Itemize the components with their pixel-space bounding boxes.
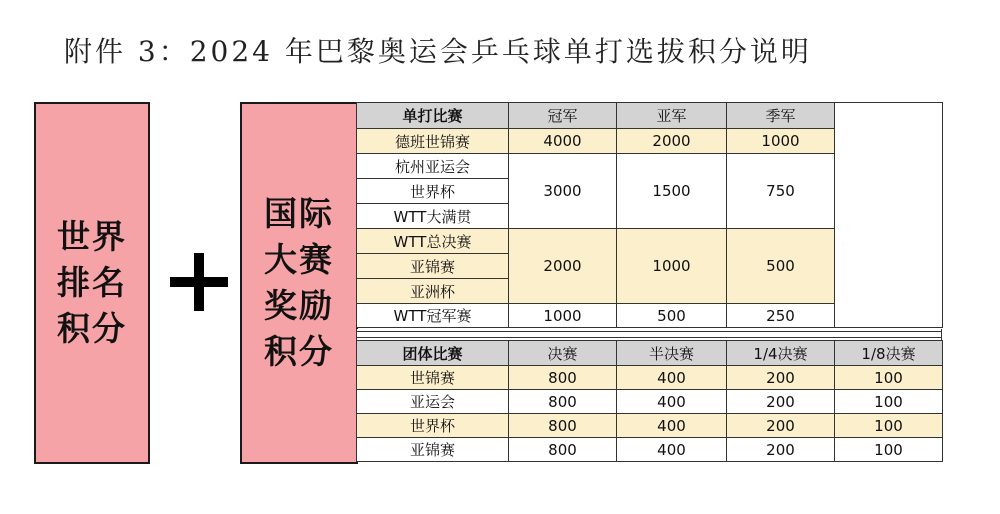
- points-cell: 1000: [509, 304, 617, 328]
- points-cell: 400: [617, 438, 727, 462]
- points-cell: 800: [509, 414, 617, 438]
- points-cell: 100: [835, 366, 943, 390]
- points-cell: 400: [617, 414, 727, 438]
- points-cell: 1000: [727, 129, 835, 154]
- event-name: 杭州亚运会: [357, 154, 509, 179]
- table-row: [357, 390, 943, 414]
- event-name: 亚锦赛: [357, 438, 509, 462]
- points-cell: 200: [727, 438, 835, 462]
- points-cell: 750: [727, 154, 835, 229]
- table-row: [357, 438, 943, 462]
- points-cell: 400: [617, 366, 727, 390]
- major-event-bonus-points-label: 国际大赛奖励积分: [264, 194, 334, 371]
- points-cell: 3000: [509, 154, 617, 229]
- team-header-event: 团体比赛: [357, 341, 509, 366]
- points-cell: 1000: [617, 229, 727, 304]
- points-cell: 4000: [509, 129, 617, 154]
- singles-header-event: 单打比赛: [357, 103, 509, 129]
- points-cell: 500: [727, 229, 835, 304]
- team-header-round-of-16: 1/8决赛: [835, 341, 943, 366]
- event-name: 亚运会: [357, 390, 509, 414]
- event-name: WTT冠军赛: [357, 304, 509, 328]
- points-cell: 2000: [509, 229, 617, 304]
- team-header-quarterfinal: 1/4决赛: [727, 341, 835, 366]
- singles-header-champion: 冠军: [509, 103, 617, 129]
- table-row: [357, 414, 943, 438]
- points-cell: 400: [617, 390, 727, 414]
- points-cell: 1500: [617, 154, 727, 229]
- points-cell: 100: [835, 414, 943, 438]
- event-name: 世界杯: [357, 414, 509, 438]
- table-separator: [356, 329, 942, 340]
- table-row: [357, 366, 943, 390]
- singles-points-table: [356, 102, 943, 328]
- points-cell: 800: [509, 390, 617, 414]
- document-title: 附件 3：2024 年巴黎奥运会乒乓球单打选拔积分说明: [64, 35, 812, 68]
- team-header-row: [357, 341, 943, 366]
- event-name: 世锦赛: [357, 366, 509, 390]
- singles-header-third: 季军: [727, 103, 835, 129]
- team-points-table: [356, 340, 943, 462]
- event-name: 世界杯: [357, 179, 509, 204]
- team-header-semifinal: 半决赛: [617, 341, 727, 366]
- points-cell: 100: [835, 438, 943, 462]
- singles-header-row: [357, 103, 943, 129]
- event-name: 德班世锦赛: [357, 129, 509, 154]
- event-name: 亚洲杯: [357, 279, 509, 304]
- singles-header-runner-up: 亚军: [617, 103, 727, 129]
- event-name: WTT大满贯: [357, 204, 509, 229]
- event-name: WTT总决赛: [357, 229, 509, 254]
- points-cell: 100: [835, 390, 943, 414]
- plus-icon: [170, 253, 228, 311]
- points-cell: 250: [727, 304, 835, 328]
- points-cell: 200: [727, 390, 835, 414]
- points-cell: 200: [727, 414, 835, 438]
- world-ranking-points-box: [34, 102, 150, 464]
- points-cell: 800: [509, 438, 617, 462]
- points-cell: 500: [617, 304, 727, 328]
- points-cell: 2000: [617, 129, 727, 154]
- team-header-final: 决赛: [509, 341, 617, 366]
- points-cell: 200: [727, 366, 835, 390]
- major-event-bonus-points-box: [240, 102, 358, 464]
- points-cell: 800: [509, 366, 617, 390]
- event-name: 亚锦赛: [357, 254, 509, 279]
- world-ranking-points-label: 世界排名积分: [57, 217, 127, 348]
- blank-cell: [835, 103, 943, 328]
